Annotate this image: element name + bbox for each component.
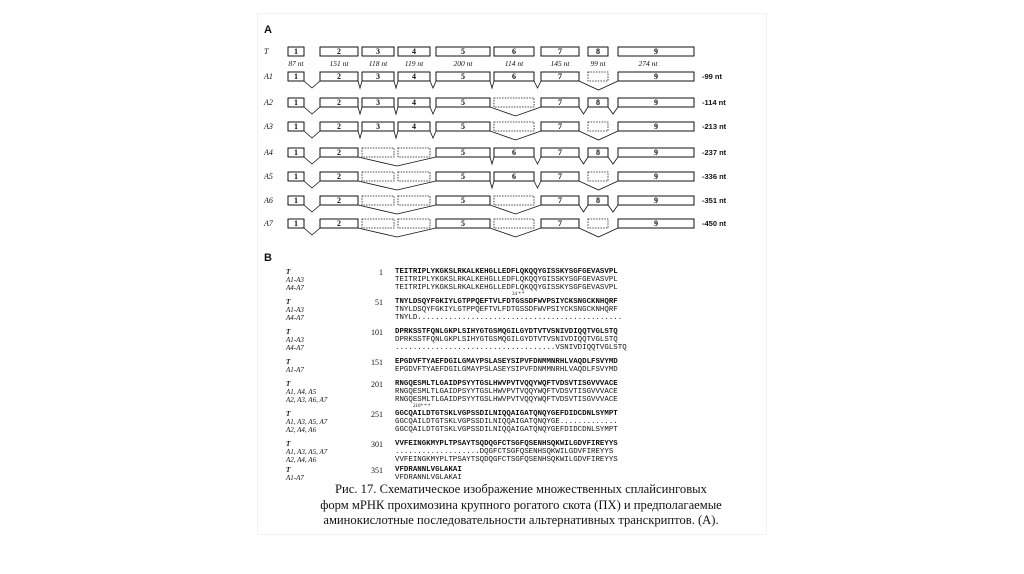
splice-junction [579,157,588,164]
exon-number: 1 [294,72,298,81]
transcript-label: T [286,298,291,306]
exon-number: 5 [461,172,465,181]
exon-number: 5 [461,47,465,56]
transcript-label: A1, A4, A5 [286,388,317,397]
row-label: A4 [264,148,273,157]
sequence-line: DPRKSSTFQNLGKPLSIHYGTGSMQGILGYDTVTVSNIVDIQQTVGLSTQ [395,336,618,345]
skipped-exon [588,219,608,228]
exon-number: 2 [337,196,341,205]
exon-number: 1 [294,196,298,205]
exon-number: 3 [376,47,380,56]
splice-junction [358,107,362,114]
exon-number: 1 [294,219,298,228]
exon-number: 2 [337,47,341,56]
transcript-labels [286,268,366,293]
splice-junction [534,157,541,164]
exon-number: 5 [461,72,465,81]
exon-number: 7 [558,72,562,81]
splice-junction [304,228,320,235]
exon-number: 6 [512,172,516,181]
deletion-size: -450 nt [702,219,727,228]
transcript-label: A1-A3 [286,336,304,345]
exon-length: 119 nt [404,59,424,68]
skipped-exon [494,98,534,107]
transcript-label: A1-A3 [286,306,304,315]
splice-junction [579,205,588,212]
sequence-line: TNYLD.............................................. [395,314,623,323]
exon-number: 6 [512,72,516,81]
sequence-line: TNYLDSQYFGKIYLGTPPQEFTVLFDTGSSDFWVPSIYCKSNGCKNHQRF [395,298,618,306]
deletion-size: -99 nt [702,72,723,81]
skipped-exon [494,219,534,228]
transcript-label: A1-A3 [286,276,304,285]
sequence-line: GGCQAILDTGTSKLVGPSSDILNIQQAIGATQNQYGE............. [395,418,618,427]
transcript-label: A2, A3, A6, A7 [286,396,328,405]
splice-junction [490,131,541,140]
exon-number: 2 [337,72,341,81]
exon-length: 99 nt [590,59,606,68]
splice-junction [394,131,398,138]
caption-line-3: аминокислотные последовательности альтернативных транскриптов. (А). [323,513,719,527]
sequence-line: VVFEINGKMYPLTPSAYTSQDQGFCTSGFQSENHSQKWILGDVFIREYYS [395,440,618,448]
deletion-size: -237 nt [702,148,727,157]
sequence-line: VVFEINGKMYPLTPSAYTSQDQGFCTSGFQSENHSQKWILGDVFIREYYS [395,456,618,465]
splice-junction [304,131,320,138]
splice-junction [579,228,618,237]
skipped-exon [494,122,534,131]
residue-position: 151 [371,358,383,367]
transcript-labels [286,328,366,353]
exon-number: 9 [654,47,658,56]
sequence-line: TEITRIPLYKGKSLRKALKEHGLLEDFLQKQQYGISSKYSGFGEVASVPL [395,268,618,276]
row-label: A2 [264,98,273,107]
sequence-line: TNYLDSQYFGKIYLGTPPQEFTVLFDTGSSDFWVPSIYCKSNGCKNHQRF [395,306,618,315]
splice-junction [304,181,320,188]
splice-junction [608,205,618,212]
residue-position: 201 [371,380,383,389]
transcript-labels [286,410,366,435]
row-label: A1 [264,72,273,81]
exon-length: 151 nt [329,59,349,68]
transcript-label: T [286,410,291,418]
exon-number: 4 [412,122,416,131]
exon-number: 3 [376,98,380,107]
skipped-exon [362,196,394,205]
exon-number: 7 [558,196,562,205]
sequence-line: RNGQESMLTLGAIDPSYYTGSLHWVPVTVQQYWQFTVDSVTISGVVVACE [395,388,618,397]
splice-junction [304,81,320,88]
skipped-exon [398,172,430,181]
sequence-lines [395,298,622,323]
splice-junction [490,81,494,88]
exon-number: 8 [596,196,600,205]
transcript-label: A4-A7 [286,314,304,323]
exon-number: 5 [461,148,465,157]
skipped-exon [588,72,608,81]
exon-number: 7 [558,122,562,131]
exon-length: 200 nt [453,59,473,68]
sequence-lines [395,410,618,435]
deletion-size: -213 nt [702,122,727,131]
sequence-line: EPGDVFTYAEFDGILGMAYPSLASEYSIPVFDNMMNRHLVAQDLFSVYMD [395,358,618,366]
exon-number: 1 [294,148,298,157]
splice-junction [358,205,436,214]
row-label: T [264,47,269,56]
sequence-lines [395,268,618,293]
exon-number: 8 [596,148,600,157]
splice-junction [608,107,618,114]
skipped-exon [398,196,430,205]
row-label: A7 [264,219,273,228]
exon-length: 118 nt [368,59,388,68]
exon-number: 1 [294,122,298,131]
exon-number: 4 [412,98,416,107]
exon-number: 5 [461,98,465,107]
residue-position: 101 [371,328,383,337]
exon-number: 4 [412,47,416,56]
splice-junction [490,181,494,188]
residue-position: 351 [371,466,383,475]
exon-number: 7 [558,148,562,157]
transcript-label: A4-A7 [286,284,304,293]
skipped-exon [398,148,430,157]
splice-junction [304,205,320,212]
sequence-lines [395,328,627,353]
skipped-exon [362,148,394,157]
sequence-lines [395,466,462,482]
exon-number: 1 [294,47,298,56]
exon-number: 2 [337,219,341,228]
panel-b-label: B [264,252,272,264]
exon-number: 9 [654,72,658,81]
splice-junction [534,181,541,188]
exon-number: 9 [654,172,658,181]
sequence-lines [395,358,618,374]
residue-position: 251 [371,410,383,419]
splice-junction [490,228,541,237]
splice-junction [430,81,436,88]
exon-number: 9 [654,98,658,107]
exon-number: 7 [558,98,562,107]
residue-position: 1 [379,268,383,277]
residue-position: 301 [371,440,383,449]
caption-line-2: форм мРНК прохимозина крупного рогатого скота (ПХ) и предполагаемые [320,497,722,512]
exon-number: 3 [376,72,380,81]
transcript-label: A2, A4, A6 [286,426,317,435]
splice-junction [579,107,588,114]
splice-junction [358,81,362,88]
sequence-line: DPRKSSTFQNLGKPLSIHYGTGSMQGILGYDTVTVSNIVDIQQTVGLSTQ [395,328,618,336]
exon-number: 8 [596,98,600,107]
transcript-labels [286,440,366,465]
deletion-size: -114 nt [702,98,726,107]
splice-junction [358,157,436,166]
exon-number: 7 [558,219,562,228]
transcript-label: T [286,380,291,388]
transcript-label: A1, A3, A5, A7 [286,418,328,427]
row-label: A6 [264,196,273,205]
exon-number: 9 [654,196,658,205]
caption-line-1: Рис. 17. Схематическое изображение множественных сплайсинговых [335,482,707,496]
skipped-exon [362,172,394,181]
figure-caption [286,482,756,529]
exon-number: 2 [337,98,341,107]
splice-junction [358,131,362,138]
splice-junction [304,157,320,164]
exon-number: 6 [512,47,516,56]
sequence-line: VFDRANNLVGLAKAI [395,466,462,474]
transcript-label: T [286,440,291,448]
deletion-size: -351 nt [702,196,727,205]
sequence-line: VFDRANNLVGLAKAI [395,474,462,483]
splice-junction [579,131,618,140]
exon-number: 3 [376,122,380,131]
exon-length: 145 nt [550,59,570,68]
sequence-line: TEITRIPLYKGKSLRKALKEHGLLEDFLQKQQYGISSKYSGFGEVASVPL [395,276,618,285]
transcript-label: T [286,358,291,366]
splice-junction [430,107,436,114]
transcript-label: A4-A7 [286,344,304,353]
sequence-line: ...................DQGFCTSGFQSENHSQKWILGDVFIREYYS [395,448,614,457]
sequence-lines [395,380,618,405]
panel-a-splicing-diagram [258,14,766,254]
splice-junction [490,107,541,116]
exon-length: 87 nt [288,59,304,68]
exon-number: 5 [461,219,465,228]
row-label: A5 [264,172,273,181]
exon-number: 7 [558,47,562,56]
splice-junction [490,157,494,164]
exon-number: 5 [461,122,465,131]
sequence-line: GGCQAILDTGTSKLVGPSSDILNIQQAIGATQNQYGEFDIDCDNLSYMPT [395,426,618,435]
sequence-line: RNGQESMLTLGAIDPSYYTGSLHWVPVTVQQYWQFTVDSVTISGVVVACE [395,380,618,388]
splice-junction [579,81,618,90]
transcript-labels [286,358,366,374]
splice-junction [430,131,436,138]
splice-junction [394,107,398,114]
transcript-labels [286,466,366,482]
deletion-size: -336 nt [702,172,727,181]
panel-a-label: A [264,24,272,36]
exon-number: 2 [337,148,341,157]
transcript-labels [286,298,366,323]
sequence-lines [395,440,618,465]
exon-length: 114 nt [504,59,524,68]
exon-number: 9 [654,148,658,157]
exon-number: 6 [512,148,516,157]
transcript-label: T [286,328,291,336]
exon-number: 4 [412,72,416,81]
exon-number: 5 [461,196,465,205]
panel-b-sequence-alignment [258,252,766,484]
site-marker: 216* * * [413,404,431,409]
splice-junction [394,81,398,88]
exon-number: 8 [596,47,600,56]
exon-number: 2 [337,172,341,181]
figure [258,14,766,534]
skipped-exon [588,172,608,181]
skipped-exon [362,219,394,228]
exon-number: 1 [294,172,298,181]
site-marker: 34 * * [512,292,525,297]
exon-number: 7 [558,172,562,181]
splice-junction [490,205,541,214]
splice-junction [534,81,541,88]
sequence-line: GGCQAILDTGTSKLVGPSSDILNIQQAIGATQNQYGEFDIDCDNLSYMPT [395,410,618,418]
sequence-line: EPGDVFTYAEFDGILGMAYPSLASEYSIPVFDNMMNRHLVAQDLFSVYMD [395,366,618,375]
splice-junction [579,181,618,190]
splice-junction [358,228,436,237]
transcript-label: A1-A7 [286,474,304,483]
transcript-label: T [286,268,291,276]
splice-junction [608,157,618,164]
sequence-line: ....................................VSNIVDIQQTVGLSTQ [395,344,627,353]
transcript-label: T [286,466,291,474]
exon-length: 274 nt [638,59,658,68]
exon-number: 9 [654,219,658,228]
transcript-label: A2, A4, A6 [286,456,317,465]
transcript-label: A1, A3, A5, A7 [286,448,328,457]
splice-junction [304,107,320,114]
skipped-exon [494,196,534,205]
transcript-labels [286,380,366,405]
splice-junction [358,181,436,190]
skipped-exon [588,122,608,131]
sequence-line: RNGQESMLTLGAIDPSYYTGSLHWVPVTVQQYWQFTVDSVTISGVVVACE [395,396,618,405]
skipped-exon [398,219,430,228]
exon-number: 1 [294,98,298,107]
residue-position: 51 [375,298,383,307]
sequence-line: TEITRIPLYKGKSLRKALKEHGLLEDFLQKQQYGISSKYSGFGEVASVPL [395,284,618,293]
exon-number: 2 [337,122,341,131]
row-label: A3 [264,122,273,131]
transcript-label: A1-A7 [286,366,304,375]
exon-diagram [258,14,766,254]
exon-number: 9 [654,122,658,131]
